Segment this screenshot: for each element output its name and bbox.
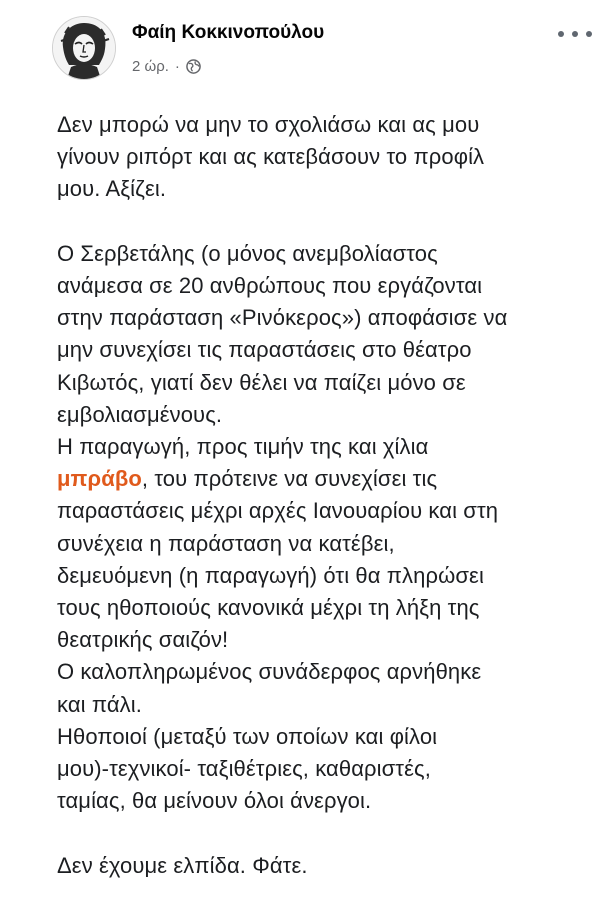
meta-separator: · <box>174 58 180 75</box>
author-name[interactable]: Φαίη Κοκκινοπούλου <box>132 22 325 43</box>
body-line-rest: , του πρότεινε να συνεχίσει τις <box>141 466 438 492</box>
body-line: Δεν έχουμε ελπίδα. Φάτε. <box>57 852 308 878</box>
body-line: μου. Αξίζει. <box>57 176 167 202</box>
more-options-button[interactable] <box>558 22 592 46</box>
body-line: Ηθοποιοί (μεταξύ των οποίων και φίλοι <box>57 723 438 749</box>
body-line: Ο καλοπληρωμένος συνάδερφος αρνήθηκε <box>57 659 482 685</box>
body-line: συνέχεια η παράσταση να κατέβει, <box>57 530 395 556</box>
body-line <box>57 463 597 495</box>
more-horizontal-icon <box>558 31 564 37</box>
post-body <box>57 109 597 882</box>
body-line: Κιβωτός, γιατί δεν θέλει να παίζει μόνο σε <box>57 369 466 395</box>
bravo-link[interactable]: μπράβο <box>57 466 142 492</box>
profile-portrait-icon <box>53 17 115 79</box>
body-line: Η παραγωγή, προς τιμήν της και χίλια <box>57 434 429 460</box>
body-line: στην παράσταση «Ρινόκερος») αποφάσισε να <box>57 305 508 331</box>
post-timestamp[interactable]: 2 ώρ. <box>132 58 169 75</box>
body-line: Ο Σερβετάλης (ο μόνος ανεμβολίαστος <box>57 240 438 266</box>
paragraph-gap <box>57 817 597 849</box>
body-line: παραστάσεις μέχρι αρχές Ιανουαρίου και στη <box>57 498 499 524</box>
body-line: και πάλι. <box>57 691 142 717</box>
body-line: μου)-τεχνικοί- ταξιθέτριες, καθαριστές, <box>57 756 431 782</box>
body-line: εμβολιασμένους. <box>57 401 223 427</box>
paragraph-gap <box>57 206 597 238</box>
body-line: μην συνεχίσει τις παραστάσεις στο θέατρο <box>57 337 472 363</box>
body-line: δεμευόμενη (η παραγωγή) ότι θα πληρώσει <box>57 562 484 588</box>
body-line: ταμίας, θα μείνουν όλοι άνεργοι. <box>57 788 372 814</box>
post-header <box>52 16 592 86</box>
globe-icon[interactable] <box>186 59 201 74</box>
body-line: Δεν μπορώ να μην το σχολιάσω και ας μου <box>57 112 480 137</box>
more-dot <box>586 31 592 37</box>
body-line: γίνουν ριπόρτ και ας κατεβάσουν το προφίλ <box>57 144 485 170</box>
more-dot <box>572 31 578 37</box>
post-meta <box>132 58 201 75</box>
avatar[interactable] <box>52 16 116 80</box>
body-line: ανάμεσα σε 20 ανθρώπους που εργάζονται <box>57 273 483 298</box>
body-line: θεατρικής σαιζόν! <box>57 627 229 653</box>
body-line: τους ηθοποιούς κανονικά μέχρι τη λήξη της <box>57 595 480 621</box>
